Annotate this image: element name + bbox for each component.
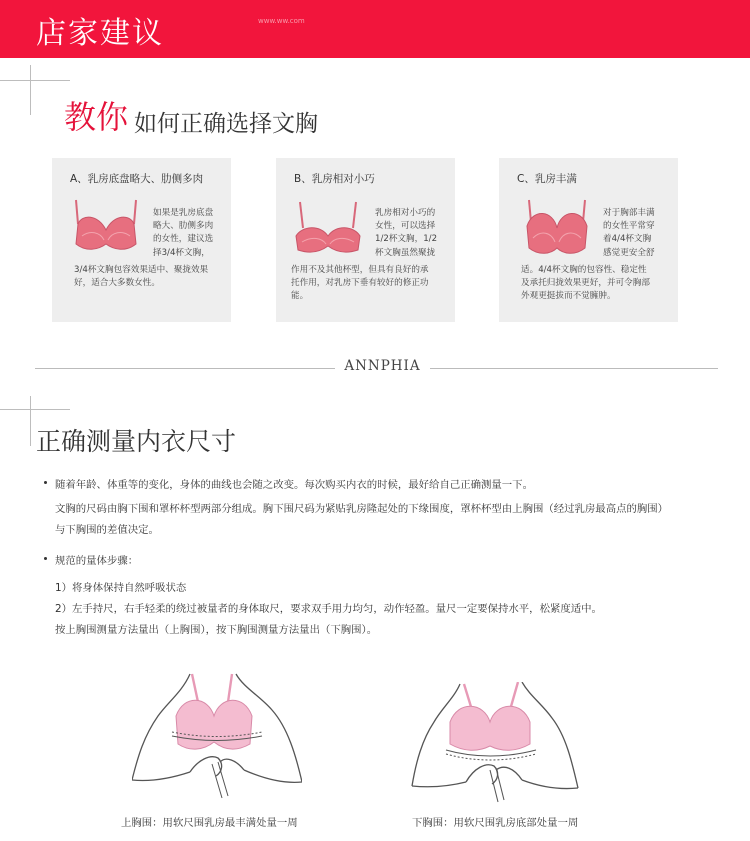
step-line: 按上胸围测量方法量出（上胸围），按下胸围测量方法量出（下胸围）。 — [55, 624, 378, 636]
card-b — [276, 158, 455, 322]
paragraph-line: 文胸的尺码由胸下围和罩杯杯型两部分组成。胸下围尺码为紧贴乳房隆起处的下缘围度，罩杯杯型由上胸围（经过乳房最高点的胸围） — [55, 503, 669, 515]
under-bust-caption: 下胸围：用软尺围乳房底部处量一周 — [412, 817, 579, 829]
section2-title: 正确测量内衣尺寸 — [36, 427, 237, 456]
steps-heading: 规范的量体步骤： — [55, 555, 139, 567]
card-text-bottom: 作用不及其他杯型，但具有良好的承 托作用，对乳房下垂有较好的修正功 能。 — [291, 265, 429, 302]
card-text-bottom: 适。4/4杯文胸的包容性、稳定性 及承托归拢效果更好，并可令胸部 外观更挺拔而不觉臃肿。 — [521, 265, 650, 302]
paragraph-line: 与下胸围的差值决定。 — [55, 524, 159, 536]
section1-title-accent: 教你 — [64, 98, 129, 136]
card-text-right: 对于胸部丰满 的女性平常穿 着4/4杯文胸 感觉更安全舒 — [603, 208, 655, 258]
card-a — [52, 158, 231, 322]
step-line: 1）将身体保持自然呼吸状态 — [55, 582, 187, 594]
card-title: B、乳房相对小巧 — [294, 173, 375, 185]
section1-title-rest: 如何正确选择文胸 — [134, 111, 319, 137]
header-title: 店家建议 — [36, 16, 164, 51]
bullet-dot — [44, 557, 47, 560]
bullet-dot — [44, 481, 47, 484]
bra-illustration — [290, 196, 366, 260]
card-text-right: 如果是乳房底盘 略大、肋侧多肉 的女性，建议选 择3/4杯文胸， — [153, 208, 214, 258]
upper-bust-figure — [132, 672, 302, 800]
corner-line-v — [30, 396, 31, 446]
step-line: 2）左手持尺，右手轻柔的绕过被量者的身体取尺，要求双手用力均匀，动作轻盈。量尺一定要保持水平，松紧度适中。 — [55, 603, 602, 615]
card-title: C、乳房丰满 — [517, 173, 577, 185]
brand-divider-left — [35, 368, 335, 369]
bra-illustration — [68, 196, 144, 260]
corner-line-v — [30, 65, 31, 115]
brand-name: ANNPHIA — [344, 358, 421, 374]
section1-title — [64, 92, 318, 136]
card-text-right: 乳房相对小巧的 女性，可以选择 1/2杯文胸，1/2 杯文胸虽然聚拢 — [375, 208, 438, 258]
card-text-bottom: 3/4杯文胸包容效果适中、聚拢效果 好，适合大多数女性。 — [74, 265, 209, 289]
header-watermark: www.ww.com — [258, 17, 305, 25]
upper-bust-caption: 上胸围：用软尺围乳房最丰满处量一周 — [121, 817, 298, 829]
bra-illustration — [519, 196, 595, 262]
corner-line-h — [0, 409, 70, 410]
paragraph-line: 随着年龄、体重等的变化，身体的曲线也会随之改变。每次购买内衣的时候，最好给自己正确测量一下。 — [55, 479, 533, 491]
brand-divider-right — [430, 368, 718, 369]
corner-line-h — [0, 80, 70, 81]
card-title: A、乳房底盘略大、肋侧多肉 — [70, 173, 204, 185]
header-bar — [0, 0, 750, 58]
under-bust-figure — [410, 682, 580, 804]
card-c — [499, 158, 678, 322]
